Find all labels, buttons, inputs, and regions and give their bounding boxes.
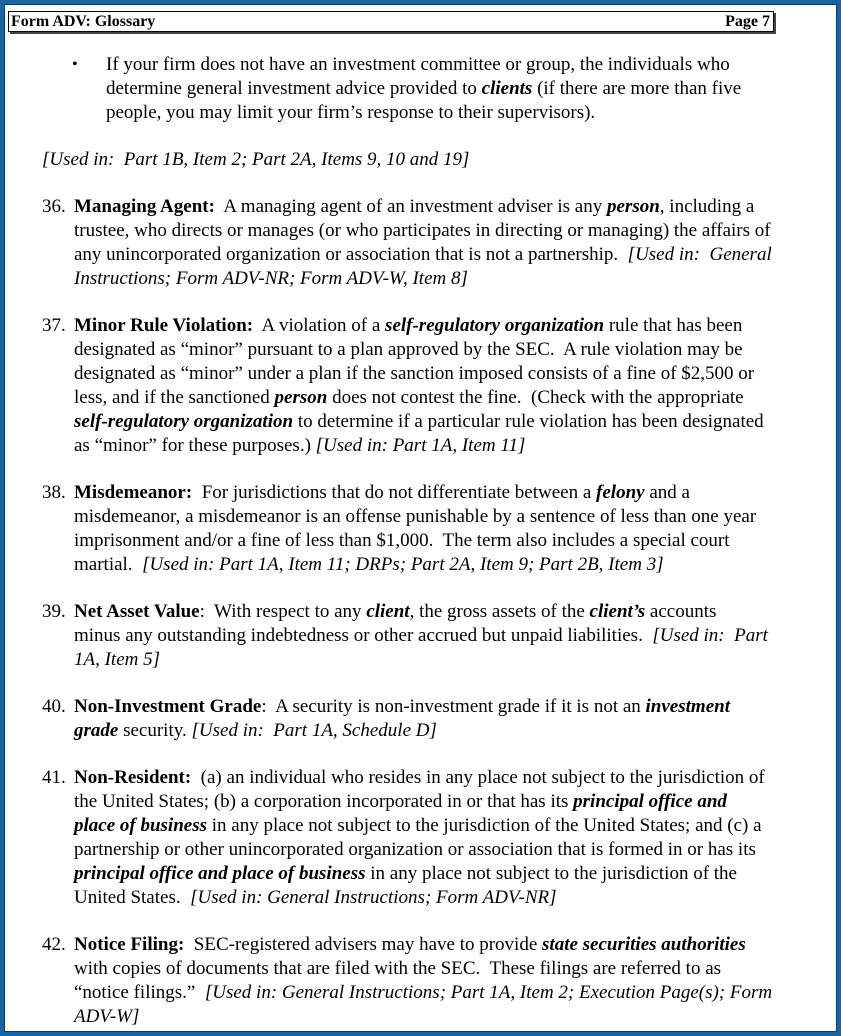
- text-segment: designated as “minor” pursuant to a plan approved by the SEC. A rule violation may be: [74, 339, 743, 360]
- text-line: [4, 481, 841, 505]
- text-segment: people, you may limit your firm’s response to their supervisors).: [106, 102, 596, 123]
- text-segment: United States.: [74, 887, 191, 908]
- text-segment: in any place not subject to the jurisdiction of the United States; and (c) a: [207, 815, 762, 836]
- text-segment: to determine if a particular rule violation has been designated: [293, 411, 764, 432]
- text-line: [4, 338, 841, 362]
- text-line: [4, 790, 841, 814]
- defined-term: grade: [74, 720, 119, 741]
- term-heading: Managing Agent:: [74, 196, 215, 217]
- defined-term: investment: [645, 696, 730, 717]
- text-line: [4, 838, 841, 862]
- used-in-reference: [Used in: General: [627, 244, 772, 265]
- text-line: [4, 243, 841, 267]
- entry-number: 41.: [42, 767, 66, 788]
- text-segment: in any place not subject to the jurisdiction of the: [365, 863, 737, 884]
- text-segment: : With respect to any: [199, 601, 367, 622]
- defined-term: felony: [596, 482, 645, 503]
- used-in-reference: [Used in: Part 1A, Item 11]: [315, 435, 526, 456]
- text-line: [4, 862, 841, 886]
- text-line: [4, 648, 841, 672]
- text-line: [4, 267, 841, 291]
- text-segment: designated as “minor” under a plan if the sanction imposed consists of a fine of $2,500 or: [74, 363, 755, 384]
- used-in-reference: [Used in: Part: [652, 625, 768, 646]
- text-line: [4, 410, 841, 434]
- text-segment: “notice filings.”: [74, 982, 205, 1003]
- bullet-item: [4, 53, 841, 125]
- glossary-content: [4, 53, 841, 1029]
- text-line: [4, 195, 841, 219]
- defined-term: person: [274, 387, 328, 408]
- term-heading: Non-Investment Grade: [74, 696, 262, 717]
- defined-term: client’s: [589, 601, 646, 622]
- text-line: [4, 719, 841, 743]
- text-line: [4, 933, 841, 957]
- bullet-icon: •: [72, 56, 78, 73]
- text-line: [4, 529, 841, 553]
- entry-number: 40.: [42, 696, 66, 717]
- text-line: [4, 553, 841, 577]
- text-line: [4, 434, 841, 458]
- glossary-entry: [4, 195, 841, 291]
- text-line: [4, 695, 841, 719]
- entry-number: 36.: [42, 196, 66, 217]
- term-heading: Non-Resident:: [74, 767, 192, 788]
- text-segment: minus any outstanding indebtedness or other accrued but unpaid liabilities.: [74, 625, 653, 646]
- entry-number: 38.: [42, 482, 66, 503]
- text-line: [4, 600, 841, 624]
- term-heading: Misdemeanor:: [74, 482, 193, 503]
- glossary-entry: [4, 766, 841, 910]
- used-in-reference: [Used in: Part 1B, Item 2; Part 2A, Items 9, 10 and 19]: [42, 149, 470, 170]
- term-heading: Net Asset Value: [74, 601, 200, 622]
- header-title: Form ADV: Glossary: [11, 13, 156, 30]
- text-line: [4, 814, 841, 838]
- text-line: [4, 314, 841, 338]
- text-segment: less, and if the sanctioned: [74, 387, 275, 408]
- text-segment: determine general investment advice provided to: [106, 78, 482, 99]
- text-line: [4, 766, 841, 790]
- text-segment: does not contest the fine. (Check with the appropriate: [327, 387, 744, 408]
- defined-term: state securities authorities: [542, 934, 746, 955]
- text-segment: any unincorporated organization or association that is not a partnership.: [74, 244, 628, 265]
- defined-term: self-regulatory organization: [74, 411, 294, 432]
- text-segment: If your firm does not have an investment committee or group, the individuals who: [106, 54, 730, 75]
- page-number: Page 7: [725, 13, 770, 30]
- glossary-entry: [4, 481, 841, 577]
- text-line: [4, 77, 841, 101]
- text-segment: SEC-registered advisers may have to provide: [184, 934, 543, 955]
- text-segment: (a) an individual who resides in any place not subject to the jurisdiction of: [191, 767, 765, 788]
- used-in-reference: ADV-W]: [74, 1006, 140, 1027]
- text-line: [4, 624, 841, 648]
- text-segment: the United States; (b) a corporation incorporated in or that has its: [74, 791, 574, 812]
- used-in-reference: 1A, Item 5]: [74, 649, 161, 670]
- used-in-reference: [Used in: General Instructions; Part 1A, Item 2; Execution Page(s); Form: [204, 982, 773, 1003]
- entry-number: 37.: [42, 315, 66, 336]
- text-segment: partnership or other unincorporated organization or association that is formed in or has its: [74, 839, 756, 860]
- text-segment: accounts: [645, 601, 717, 622]
- text-segment: martial.: [74, 554, 143, 575]
- defined-term: place of business: [74, 815, 207, 836]
- text-segment: trustee, who directs or manages (or who participates in directing or managing) the affairs of: [74, 220, 771, 241]
- text-line: [4, 101, 841, 125]
- text-segment: misdemeanor, a misdemeanor is an offense punishable by a sentence of less than one year: [74, 506, 757, 527]
- text-line: [4, 886, 841, 910]
- text-line: [4, 1005, 841, 1029]
- defined-term: client: [366, 601, 410, 622]
- defined-term: person: [607, 196, 660, 217]
- text-segment: as “minor” for these purposes.): [74, 435, 316, 456]
- entry-number: 39.: [42, 601, 66, 622]
- text-segment: imprisonment and/or a fine of less than $1,000. The term also includes a special court: [74, 530, 730, 551]
- text-segment: with copies of documents that are filed with the SEC. These filings are referred to as: [74, 958, 722, 979]
- glossary-entry: [4, 695, 841, 743]
- glossary-entry: [4, 600, 841, 672]
- text-line: [4, 148, 841, 172]
- text-segment: (if there are more than five: [532, 78, 742, 99]
- used-in-reference: [Used in: Part 1A, Schedule D]: [191, 720, 437, 741]
- used-in-note: [4, 148, 841, 172]
- term-heading: Notice Filing:: [74, 934, 185, 955]
- text-segment: , including a: [659, 196, 755, 217]
- glossary-entry: [4, 314, 841, 458]
- text-segment: and a: [644, 482, 690, 503]
- text-line: [4, 981, 841, 1005]
- used-in-reference: [Used in: Part 1A, Item 11; DRPs; Part 2A, Item 9; Part 2B, Item 3]: [142, 554, 664, 575]
- defined-term: self-regulatory organization: [385, 315, 605, 336]
- text-line: [4, 505, 841, 529]
- defined-term: principal office and place of business: [74, 863, 366, 884]
- glossary-entry: [4, 933, 841, 1029]
- text-segment: : A security is non-investment grade if it is not an: [261, 696, 646, 717]
- text-line: [4, 53, 841, 77]
- text-segment: , the gross assets of the: [409, 601, 590, 622]
- text-segment: A violation of a: [253, 315, 386, 336]
- defined-term: principal office and: [573, 791, 727, 812]
- text-line: [4, 219, 841, 243]
- used-in-reference: Instructions; Form ADV-NR; Form ADV-W, Item 8]: [74, 268, 468, 289]
- text-line: [4, 362, 841, 386]
- text-segment: rule that has been: [604, 315, 743, 336]
- page-header: [8, 11, 774, 32]
- term-heading: Minor Rule Violation:: [74, 315, 254, 336]
- text-segment: For jurisdictions that do not differentiate between a: [192, 482, 597, 503]
- defined-term: clients: [481, 78, 533, 99]
- text-line: [4, 957, 841, 981]
- text-segment: security.: [118, 720, 192, 741]
- text-segment: A managing agent of an investment adviser is any: [214, 196, 607, 217]
- text-line: [4, 386, 841, 410]
- used-in-reference: [Used in: General Instructions; Form ADV-NR]: [190, 887, 557, 908]
- entry-number: 42.: [42, 934, 66, 955]
